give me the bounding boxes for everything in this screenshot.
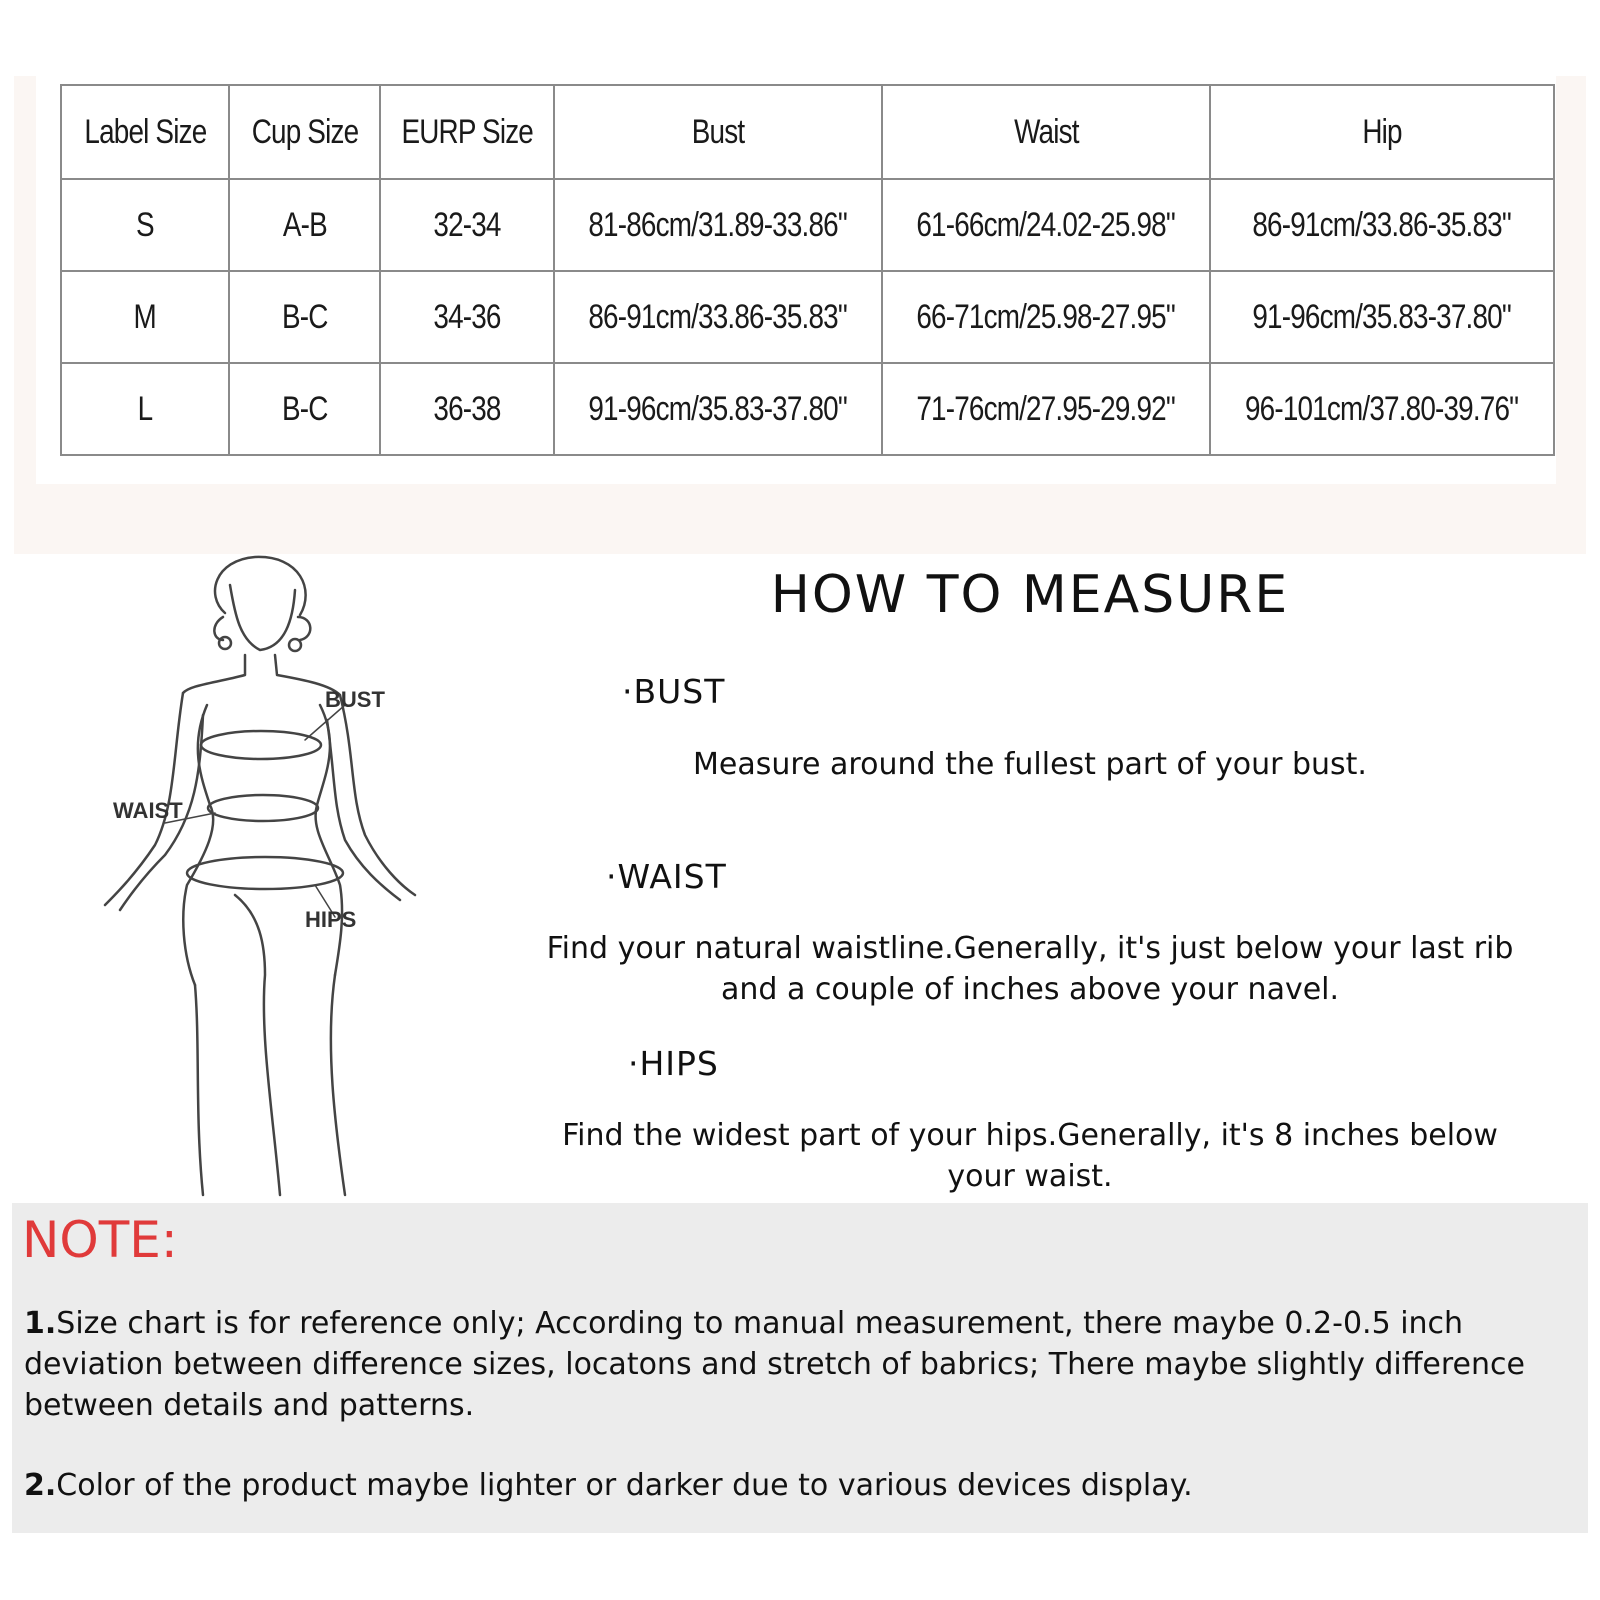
header-eurp-size: EURP Size (380, 85, 554, 179)
waist-heading: ·WAIST (606, 857, 727, 896)
table-cell: 66-71cm/25.98-27.95" (882, 271, 1210, 363)
table-cell: 32-34 (380, 179, 554, 271)
size-table-header-row (61, 85, 1554, 179)
note-item-2 (24, 1465, 1574, 1506)
table-row (61, 271, 1554, 363)
note-item-number: 1. (24, 1306, 57, 1341)
header-label-size: Label Size (61, 85, 229, 179)
how-to-measure-title: HOW TO MEASURE (770, 565, 1290, 625)
table-cell: L (61, 363, 229, 455)
figure-label-hips: HIPS (305, 907, 357, 932)
table-row (61, 179, 1554, 271)
note-item-text: Color of the product maybe lighter or darker due to various devices display. (56, 1468, 1193, 1503)
body-figure (95, 555, 435, 1200)
table-cell: 36-38 (380, 363, 554, 455)
table-cell: 86-91cm/33.86-35.83" (554, 271, 882, 363)
table-cell: M (61, 271, 229, 363)
table-cell: 71-76cm/27.95-29.92" (882, 363, 1210, 455)
figure-label-bust: BUST (325, 687, 385, 712)
table-cell: 96-101cm/37.80-39.76" (1210, 363, 1554, 455)
hips-heading: ·HIPS (628, 1044, 719, 1083)
bust-heading: ·BUST (622, 672, 726, 711)
header-bust: Bust (554, 85, 882, 179)
note-item-number: 2. (24, 1468, 57, 1503)
table-cell: B-C (229, 363, 380, 455)
table-cell: A-B (229, 179, 380, 271)
body-outline-illustration (95, 555, 435, 1200)
hips-instruction-line2: your waist. (947, 1159, 1113, 1194)
note-panel (12, 1203, 1588, 1533)
waist-instruction-line2: and a couple of inches above your navel. (720, 972, 1340, 1007)
table-cell: 61-66cm/24.02-25.98" (882, 179, 1210, 271)
header-waist: Waist (882, 85, 1210, 179)
table-cell: 34-36 (380, 271, 554, 363)
header-hip: Hip (1210, 85, 1554, 179)
table-cell: 91-96cm/35.83-37.80" (554, 363, 882, 455)
bust-instruction: Measure around the fullest part of your bust. (693, 747, 1367, 782)
table-cell: B-C (229, 271, 380, 363)
header-cup-size: Cup Size (229, 85, 380, 179)
hips-instruction-line1: Find the widest part of your hips.Generally, it's 8 inches below (562, 1118, 1498, 1153)
note-title: NOTE: (22, 1211, 178, 1269)
table-cell: 91-96cm/35.83-37.80" (1210, 271, 1554, 363)
size-table (60, 84, 1555, 456)
note-item-1 (24, 1303, 1574, 1426)
table-cell: 86-91cm/33.86-35.83" (1210, 179, 1554, 271)
table-row (61, 363, 1554, 455)
table-cell: S (61, 179, 229, 271)
figure-label-waist: WAIST (113, 798, 183, 823)
note-item-text: Size chart is for reference only; According to manual measurement, there maybe 0.2-0.5 inch deviation between difference sizes, locatons and stretch of babrics; There maybe slightly difference between details and patterns. (24, 1306, 1525, 1423)
table-cell: 81-86cm/31.89-33.86" (554, 179, 882, 271)
waist-instruction-line1: Find your natural waistline.Generally, it's just below your last rib (546, 931, 1514, 966)
